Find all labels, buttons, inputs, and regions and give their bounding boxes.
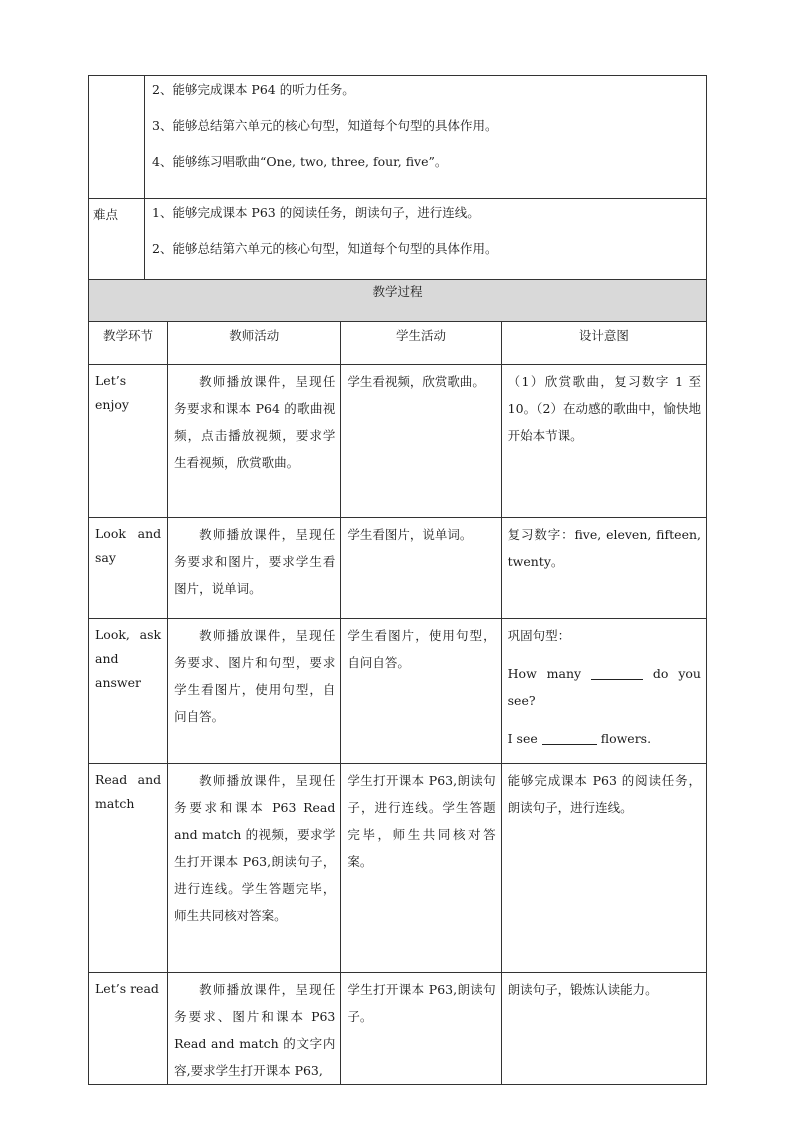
stage-name-line2: match: [95, 796, 135, 811]
difficulties-label: 难点: [89, 199, 145, 282]
student-activity-cell: 学生看图片，使用句型，自问自答。: [341, 619, 501, 764]
stage-cell: [89, 764, 168, 973]
stage-name-line2: say: [95, 550, 116, 565]
process-title-row: [89, 280, 707, 322]
table-row: [89, 518, 707, 619]
student-activity-cell: 学生打开课本 P63,朗读句子。: [341, 973, 501, 1085]
objective-item-4: 4、能够练习唱歌曲“One, two, three, four, five”。: [152, 154, 448, 169]
difficulties-row: [89, 199, 707, 282]
student-activity-cell: 学生看视频，欣赏歌曲。: [341, 365, 501, 518]
stage-name-line1: Look and: [95, 526, 162, 541]
objectives-label-cell: [89, 76, 145, 199]
objectives-content-cell: [145, 76, 707, 199]
teacher-activity-cell: 教师播放课件，呈现任务要求和课本 P63 Read and match 的视频，要求学生打开课本 P63,朗读句子，进行连线。学生答题完毕，师生共同核对答案。: [168, 764, 341, 973]
stage-name-line1: Look, ask: [95, 627, 162, 642]
design-intent-cell: [501, 619, 706, 764]
teacher-activity-cell: 教师播放课件，呈现任务要求、图片和句型，要求学生看图片，使用句型，自问自答。: [168, 619, 341, 764]
student-activity-cell: 学生看图片，说单词。: [341, 518, 501, 619]
design-intent-cell: 朗读句子，锻炼认读能力。: [501, 973, 706, 1085]
header-stage: 教学环节: [89, 322, 168, 365]
objectives-row: [89, 76, 707, 199]
sentence-pattern-answer: I see flowers.: [507, 731, 652, 746]
process-title: 教学过程: [89, 280, 707, 322]
difficulty-item-2: 2、能够总结第六单元的核心句型，知道每个句型的具体作用。: [152, 241, 498, 256]
teacher-activity-cell: 教师播放课件，呈现任务要求、图片和课本 P63 Read and match 的文字内容,要求学生打开课本 P63,: [168, 973, 341, 1085]
design-intent-cell: （1）欣赏歌曲，复习数字 1 至 10。（2）在动感的歌曲中，愉快地开始本节课。: [501, 365, 706, 518]
sentence-pattern-question: How many do you see?: [507, 666, 701, 708]
header-student-activity: 学生活动: [341, 322, 501, 365]
table-row: [89, 619, 707, 764]
difficulties-content-cell: [145, 199, 707, 282]
stage-name-line2: and answer: [95, 651, 141, 690]
stage-cell: [89, 518, 168, 619]
header-teacher-activity: 教师活动: [168, 322, 341, 365]
stage-name-line1: Read and: [95, 772, 162, 787]
objectives-table: [88, 75, 707, 282]
difficulty-item-1: 1、能够完成课本 P63 的阅读任务，朗读句子，进行连线。: [152, 205, 480, 220]
table-row: [89, 365, 707, 518]
column-header-row: [89, 322, 707, 365]
stage-name: Let’s read: [95, 981, 159, 996]
table-row: [89, 973, 707, 1085]
header-design-intent: 设计意图: [501, 322, 706, 365]
design-title: 巩固句型：: [507, 628, 571, 643]
teacher-activity-cell: 教师播放课件，呈现任务要求和图片，要求学生看图片，说单词。: [168, 518, 341, 619]
design-intent-cell: 能够完成课本 P63 的阅读任务，朗读句子，进行连线。: [501, 764, 706, 973]
answer-blank: [542, 730, 597, 745]
stage-cell: [89, 973, 168, 1085]
answer-blank: [591, 665, 643, 680]
table-row: [89, 764, 707, 973]
stage-name: Let’s enjoy: [95, 373, 129, 412]
teacher-activity-cell: 教师播放课件，呈现任务要求和课本 P64 的歌曲视频，点击播放视频，要求学生看视频，欣赏歌曲。: [168, 365, 341, 518]
objective-item-3: 3、能够总结第六单元的核心句型，知道每个句型的具体作用。: [152, 118, 498, 133]
objective-item-2: 2、能够完成课本 P64 的听力任务。: [152, 82, 355, 97]
design-intent-cell: 复习数字：five, eleven, fifteen, twenty。: [501, 518, 706, 619]
teaching-process-table: [88, 279, 707, 1085]
stage-cell: [89, 365, 168, 518]
stage-cell: [89, 619, 168, 764]
student-activity-cell: 学生打开课本 P63,朗读句子，进行连线。学生答题完毕，师生共同核对答案。: [341, 764, 501, 973]
